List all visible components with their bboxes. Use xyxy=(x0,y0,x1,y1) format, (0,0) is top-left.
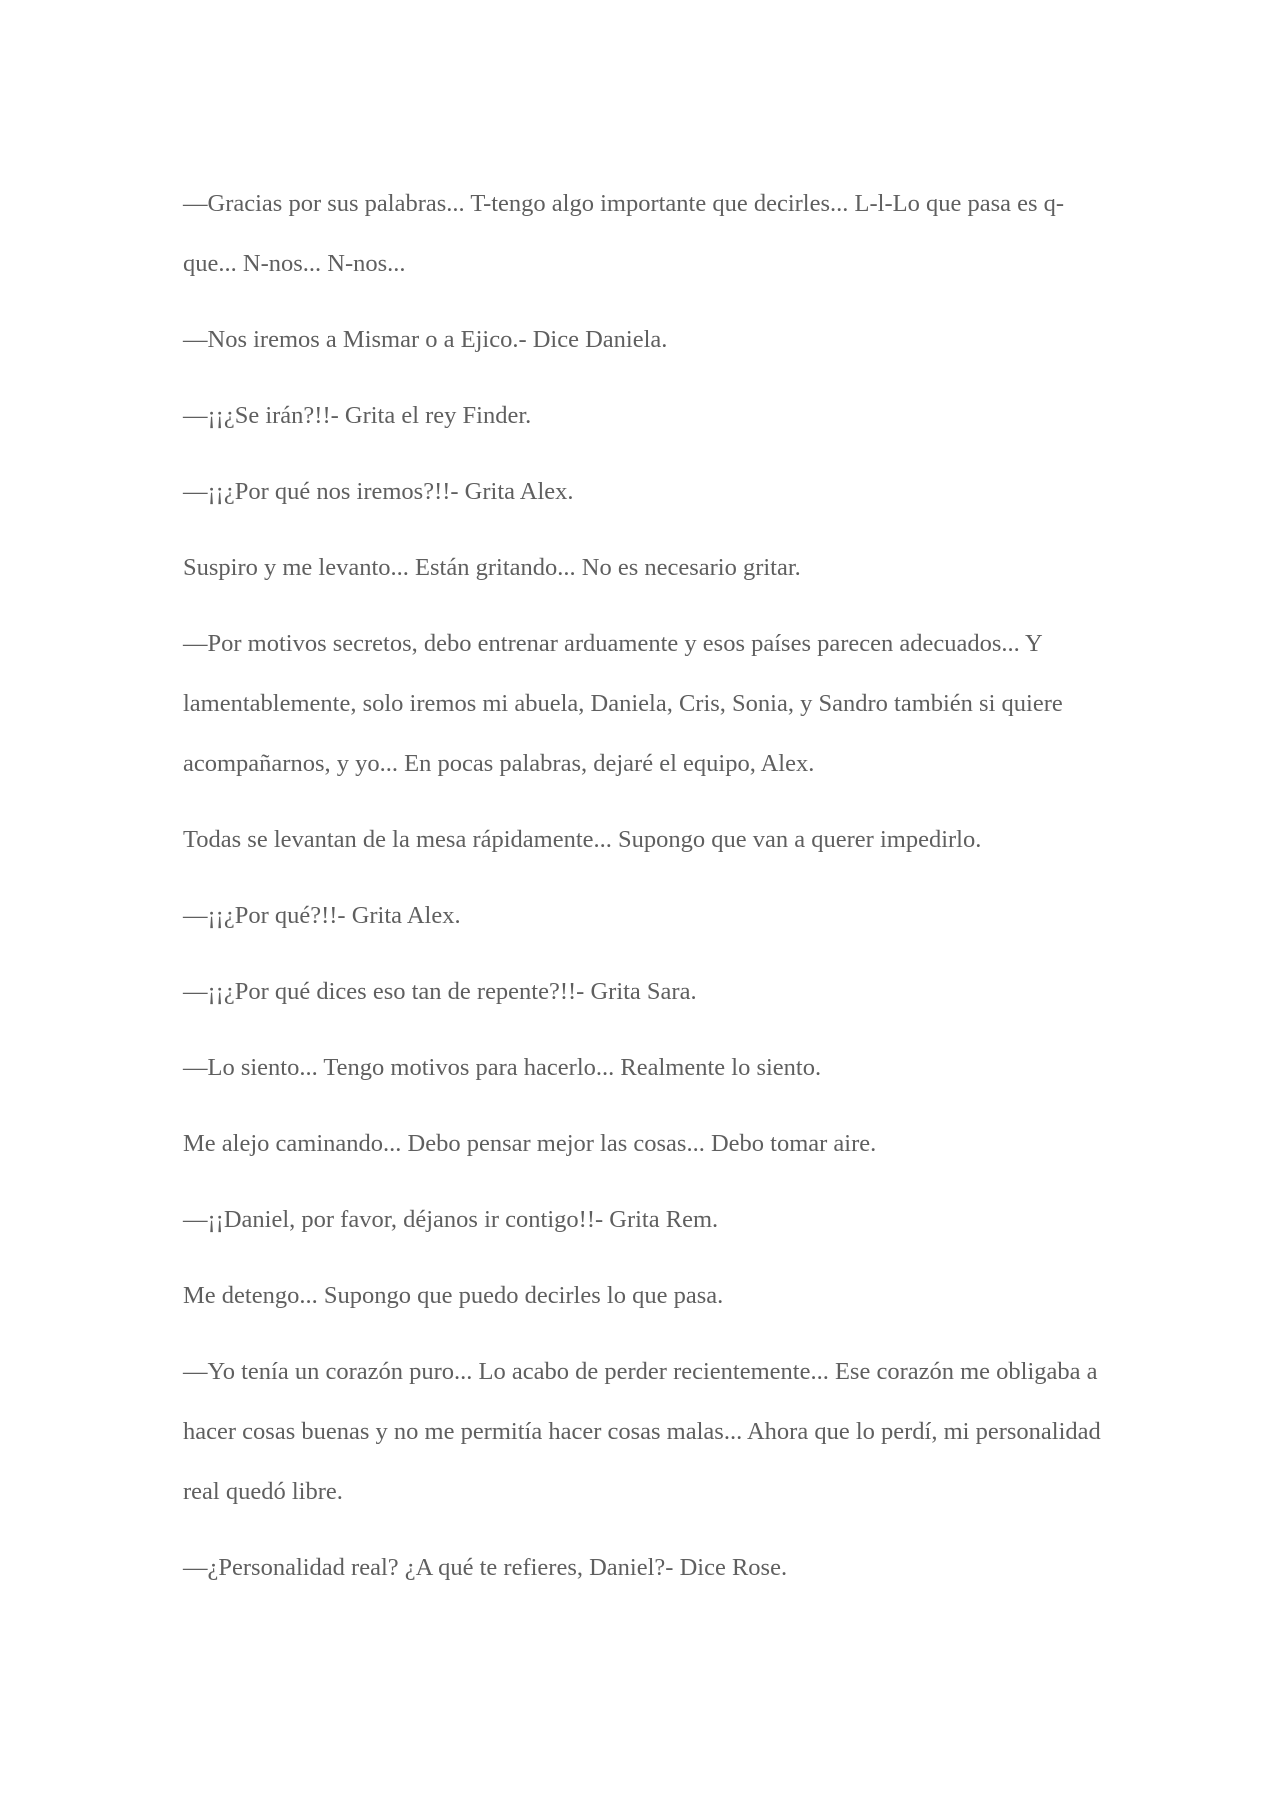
paragraph: —Yo tenía un corazón puro... Lo acabo de perder recientemente... Ese corazón me obligaba a hacer cosas buenas y no me permitía hacer cosas malas... Ahora que lo perdí, mi personalidad real quedó libre. xyxy=(183,1358,1101,1505)
document-page xyxy=(183,174,1103,1614)
paragraph: —Gracias por sus palabras... T-tengo algo importante que decirles... L-l-Lo que pasa es q-que... N-nos... N-nos... xyxy=(183,190,1065,277)
paragraph: —¡¡¿Por qué nos iremos?!!- Grita Alex. xyxy=(183,478,574,505)
paragraph: Me alejo caminando... Debo pensar mejor las cosas... Debo tomar aire. xyxy=(183,1130,877,1157)
paragraph: —Por motivos secretos, debo entrenar arduamente y esos países parecen adecuados... Y lamentablemente, solo iremos mi abuela, Daniela, Cris, Sonia, y Sandro también si quiere acompañarnos, y yo... En pocas palabras, dejaré el equipo, Alex. xyxy=(183,630,1063,777)
paragraph: —Nos iremos a Mismar o a Ejico.- Dice Daniela. xyxy=(183,326,668,353)
paragraph: Me detengo... Supongo que puedo decirles lo que pasa. xyxy=(183,1282,724,1309)
paragraph: —¡¡Daniel, por favor, déjanos ir contigo!!- Grita Rem. xyxy=(183,1206,719,1233)
paragraph: —¡¡¿Por qué dices eso tan de repente?!!- Grita Sara. xyxy=(183,978,697,1005)
paragraph: —¡¡¿Se irán?!!- Grita el rey Finder. xyxy=(183,402,532,429)
paragraph: Todas se levantan de la mesa rápidamente... Supongo que van a querer impedirlo. xyxy=(183,826,982,853)
paragraph: —Lo siento... Tengo motivos para hacerlo... Realmente lo siento. xyxy=(183,1054,822,1081)
paragraph: —¿Personalidad real? ¿A qué te refieres, Daniel?- Dice Rose. xyxy=(183,1554,788,1581)
paragraph: Suspiro y me levanto... Están gritando... No es necesario gritar. xyxy=(183,554,801,581)
paragraph: —¡¡¿Por qué?!!- Grita Alex. xyxy=(183,902,461,929)
